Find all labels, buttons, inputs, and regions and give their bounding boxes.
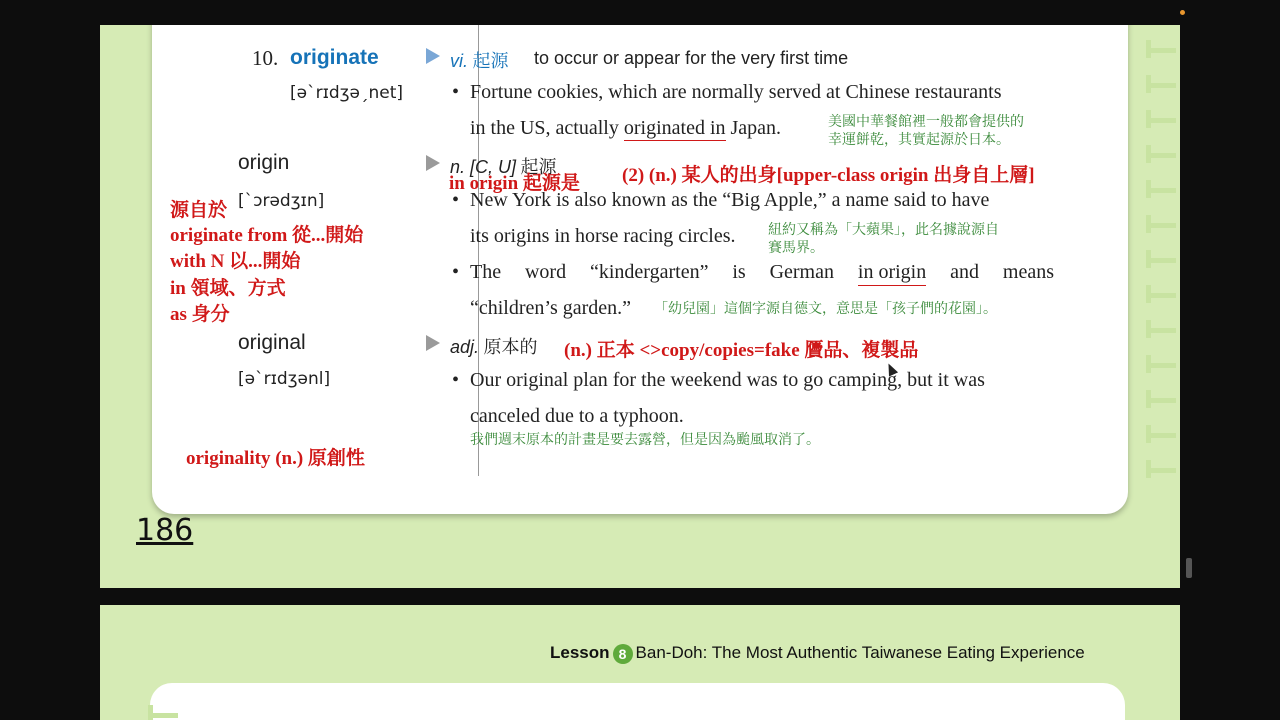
underlined-phrase: in origin (858, 261, 926, 286)
example-4-bullet: • (452, 369, 460, 391)
sense-arrow-icon (426, 155, 440, 171)
annotation-in-origin: in origin 起源是 (449, 173, 580, 194)
example-3-line2: “children’s garden.” (470, 297, 632, 319)
vocab-card (152, 25, 1128, 514)
annotation-left-5: as 身分 (170, 304, 230, 325)
headword-phonetic: [ə`rɪdʒəˏnet] (290, 83, 403, 103)
binder-tab (1146, 425, 1176, 443)
binder-tab (1146, 320, 1176, 338)
lesson-label: Lesson (550, 643, 610, 662)
binder-tab (148, 705, 178, 720)
pos-label: n. [C, U] (450, 157, 517, 177)
scrollbar-thumb[interactable] (1186, 558, 1192, 578)
binder-tab (1146, 180, 1176, 198)
entry-number: 10. (252, 46, 279, 70)
vocab-card-next (150, 683, 1125, 720)
example-1-line2: in the US, actually originated in Japan. (470, 117, 782, 139)
binder-tab (1146, 250, 1176, 268)
example-2-line1: New York is also known as the “Big Apple,” a name said to have (470, 189, 990, 211)
document-page-next (100, 605, 1180, 720)
example-2-translation-1: 紐約又稱為「大蘋果」，此名據說源自 (768, 221, 999, 237)
document-page-186 (100, 25, 1180, 588)
annotation-left-1: 源自於 (170, 200, 228, 221)
binder-tab (1146, 355, 1176, 373)
example-1-bullet: • (452, 81, 460, 103)
original-word: original (238, 331, 306, 354)
sense-adj (450, 333, 537, 359)
pos-label: adj. (450, 337, 480, 357)
example-1-translation-2: 幸運餅乾，其實起源於日本。 (828, 131, 1010, 147)
headword: originate (290, 46, 379, 69)
sense-zh: 起源 (520, 157, 557, 177)
annotation-left-3: with N 以...開始 (170, 251, 301, 272)
sense-definition: to occur or appear for the very first time (534, 48, 849, 68)
example-2-translation-2: 賽馬界。 (768, 239, 824, 255)
binder-tab (1146, 390, 1176, 408)
annotation-n2: (2) (n.) 某人的出身[upper-class origin 出身自上層] (622, 165, 1035, 186)
annotation-adj: (n.) 正本 <>copy/copies=fake 贗品、複製品 (564, 340, 919, 361)
example-3-line1: The word “kindergarten” is German in origin and means (470, 261, 1054, 286)
binder-tab (1146, 110, 1176, 128)
example-4-line2: canceled due to a typhoon. (470, 405, 684, 427)
lesson-header (550, 643, 1085, 664)
example-1-translation-1: 美國中華餐館裡一般都會提供的 (828, 113, 1024, 129)
example-4-line1: Our original plan for the weekend was to go camping, but it was (470, 369, 985, 391)
origin-phonetic: [`ɔrədʒɪn] (238, 191, 325, 211)
page-number: 186 (136, 513, 194, 548)
status-dot (1180, 10, 1185, 15)
binder-tab (1146, 460, 1176, 478)
origin-word: origin (238, 151, 290, 174)
sense-arrow-icon (426, 335, 440, 351)
example-1-line1: Fortune cookies, which are normally served at Chinese restaurants (470, 81, 1002, 103)
annotation-left-2: originate from 從...開始 (170, 225, 364, 246)
underlined-phrase: originated in (623, 117, 726, 139)
pos-label: vi. (450, 51, 468, 71)
annotation-left-4: in 領域、方式 (170, 278, 286, 299)
binder-tab (1146, 145, 1176, 163)
example-3-bullet: • (452, 261, 460, 283)
binder-tab (1146, 75, 1176, 93)
lesson-number-badge: 8 (613, 644, 633, 664)
lesson-title: Ban-Doh: The Most Authentic Taiwanese Eating Experience (635, 643, 1085, 662)
example-2-bullet: • (452, 189, 460, 211)
example-2-line2: its origins in horse racing circles. (470, 225, 736, 247)
binder-tab (1146, 215, 1176, 233)
sense-zh: 原本的 (483, 337, 538, 357)
annotation-originality: originality (n.) 原創性 (186, 448, 365, 469)
binder-tab (1146, 40, 1176, 58)
original-phonetic: [ə`rɪdʒənl] (238, 369, 331, 389)
sense-vi (450, 47, 508, 73)
example-3-translation: 「幼兒園」這個字源自德文，意思是「孩子們的花園」。 (654, 300, 997, 316)
sense-arrow-icon (426, 48, 440, 64)
binder-tab (1146, 285, 1176, 303)
sense-zh: 起源 (472, 51, 509, 71)
example-4-translation: 我們週末原本的計畫是要去露營，但是因為颱風取消了。 (470, 431, 820, 447)
